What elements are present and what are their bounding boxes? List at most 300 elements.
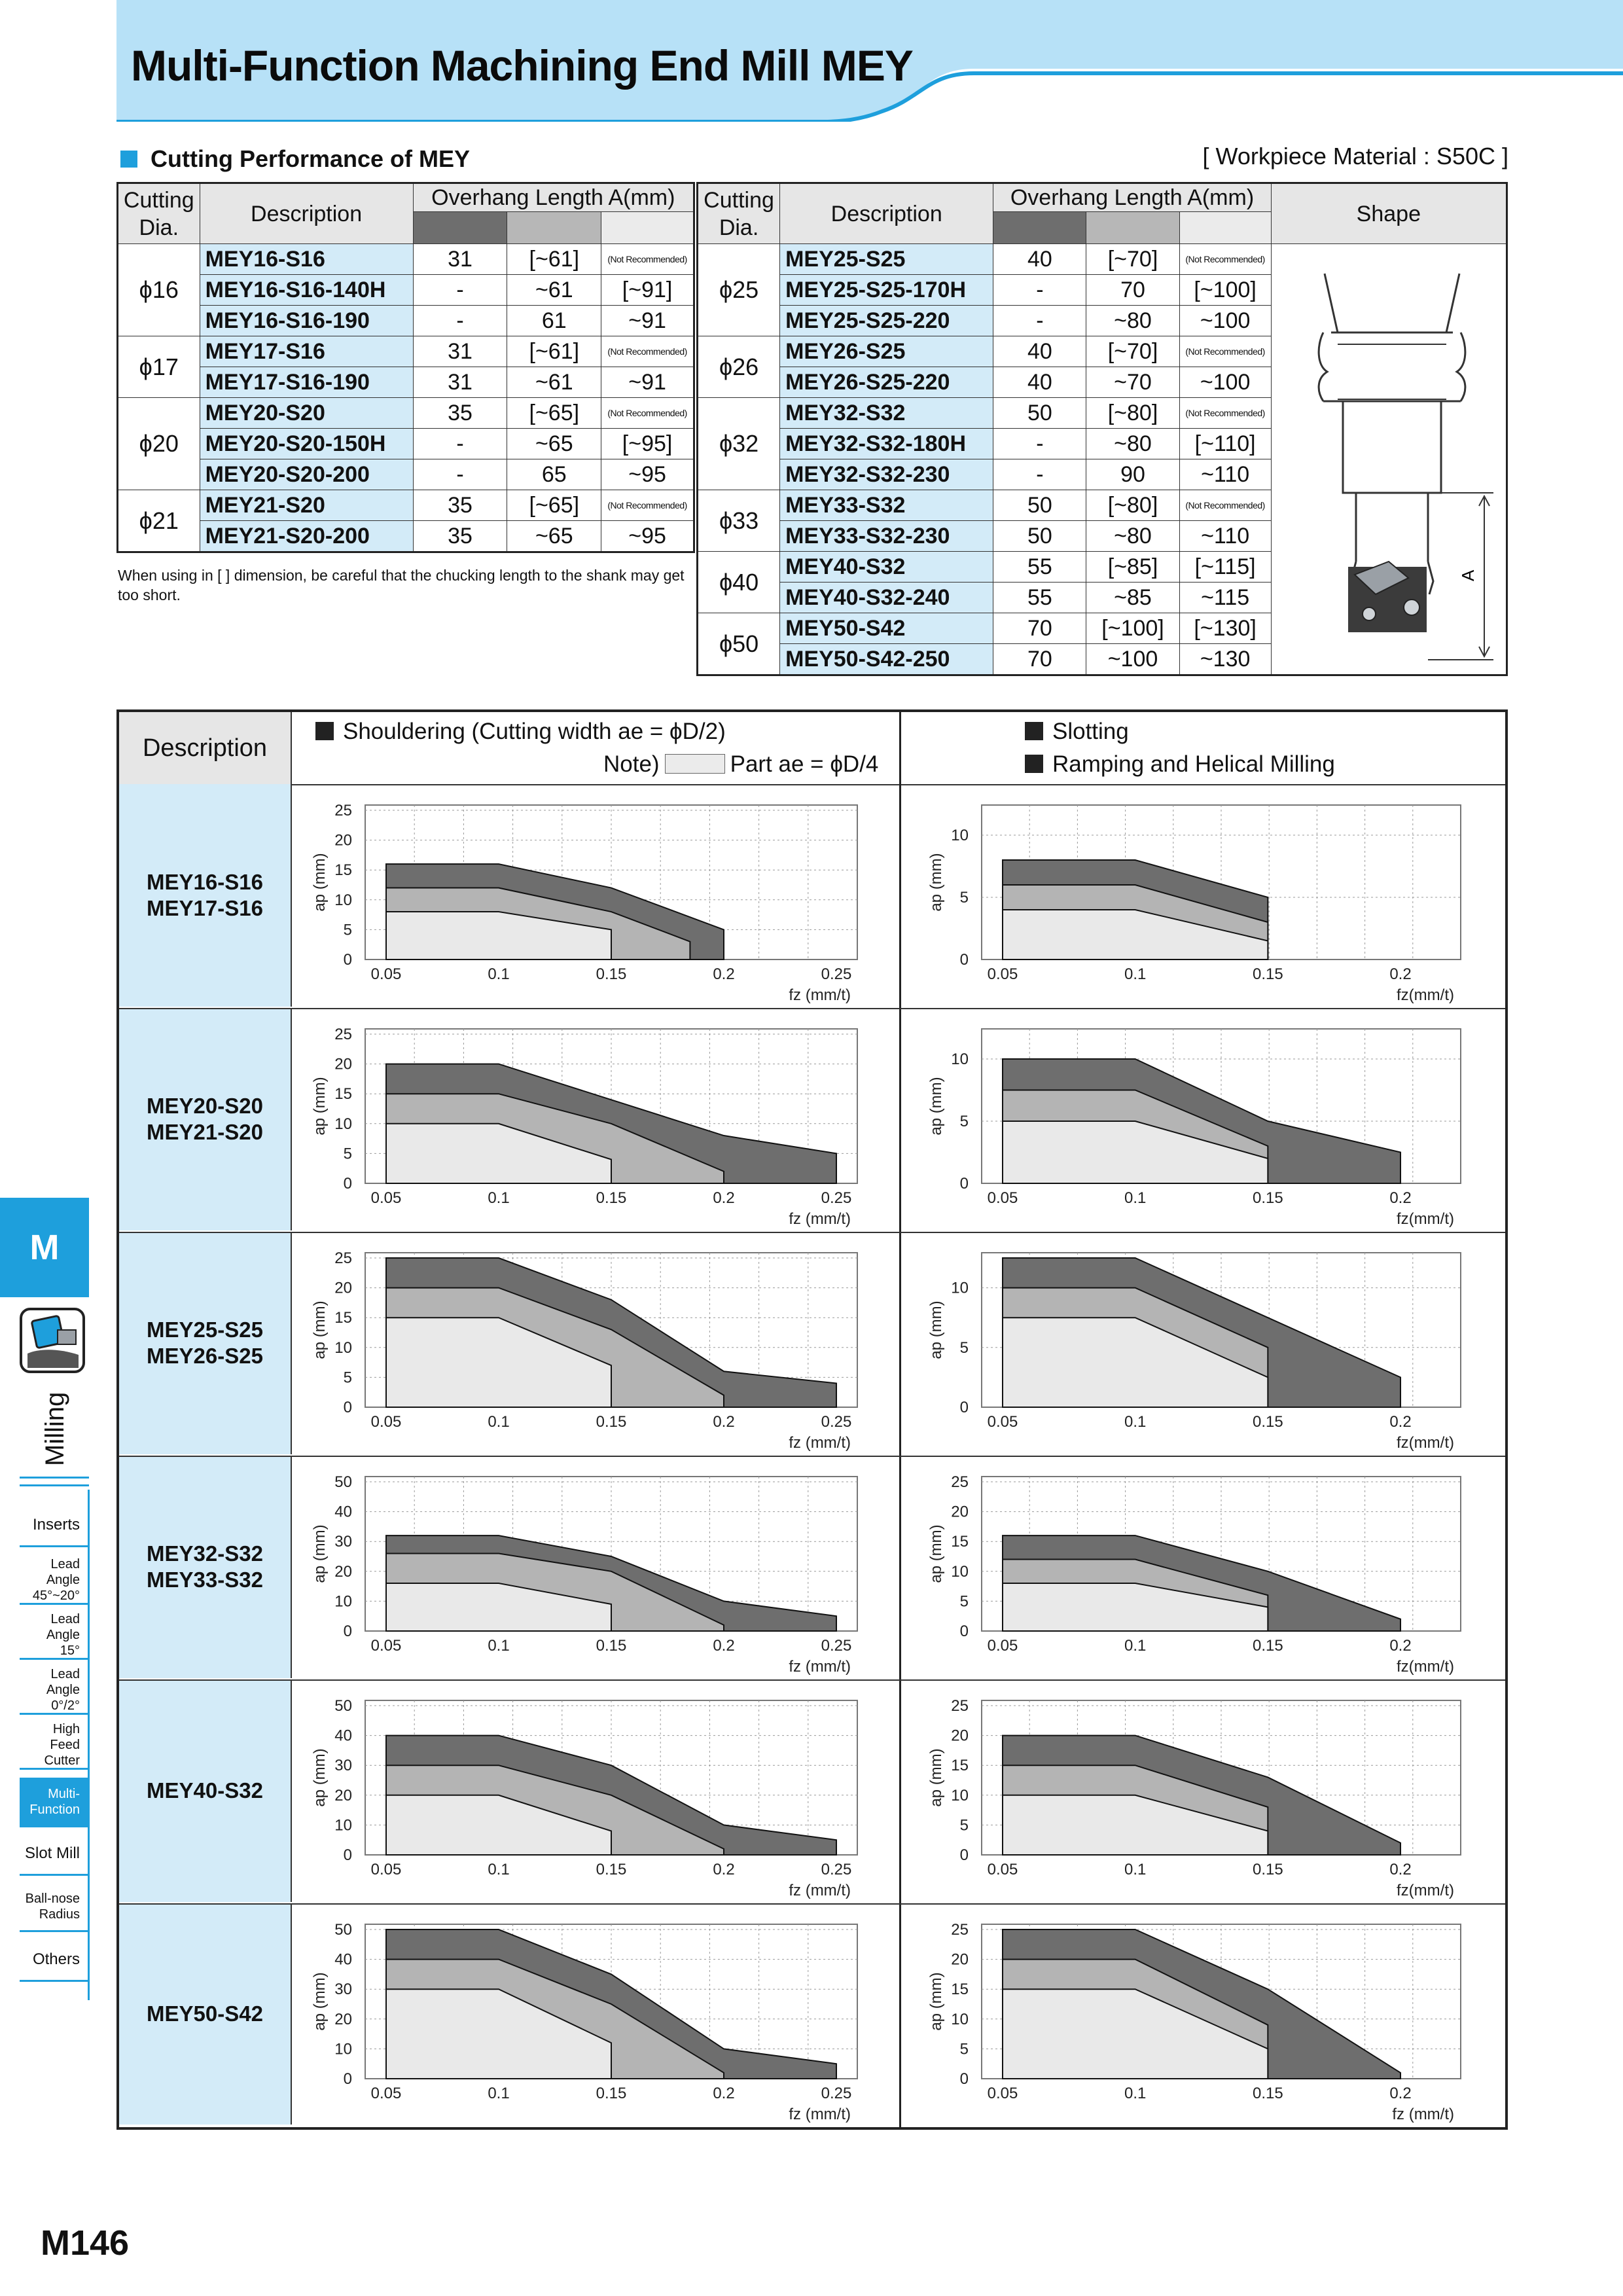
legend-note [603, 751, 878, 778]
header-cutting-dia-line2: Dia. [719, 215, 759, 240]
x-tick-label: 0.05 [987, 2085, 1018, 2102]
model-cell: MEY32-S32-180H [780, 429, 993, 459]
note-swatch-light [665, 754, 725, 774]
shape-dimension-label: A [1458, 569, 1478, 581]
overhang-value-1: 35 [413, 521, 507, 552]
y-tick-label: 20 [334, 1055, 352, 1073]
x-tick-label: 0.1 [488, 965, 510, 983]
y-axis-label: ap (mm) [927, 1524, 945, 1583]
overhang-value-3: [~95] [601, 429, 694, 459]
x-tick-label: 0.1 [1124, 1189, 1147, 1207]
chart-0-0 [293, 788, 882, 1004]
sidebar-divider [20, 1477, 89, 1479]
y-tick-label: 10 [334, 1115, 352, 1133]
row-divider [119, 1008, 1505, 1009]
perf-row-label [119, 1008, 292, 1230]
overhang-value-2: [~61] [507, 336, 601, 367]
y-tick-label: 0 [343, 951, 352, 969]
model-cell: MEY20-S20-200 [200, 459, 413, 490]
row-divider [119, 1232, 1505, 1233]
x-tick-label: 0.2 [1389, 1637, 1412, 1655]
chart-5-1 [903, 1907, 1492, 2123]
x-axis-label: fz (mm/t) [789, 2106, 851, 2123]
x-axis-label: fz (mm/t) [789, 1658, 851, 1676]
y-tick-label: 25 [334, 1026, 352, 1043]
y-axis-label: ap (mm) [311, 1972, 329, 2031]
x-tick-label: 0.15 [1252, 1861, 1283, 1878]
model-cell: MEY16-S16 [200, 244, 413, 275]
y-axis-label: ap (mm) [311, 1524, 329, 1583]
overhang-value-1: - [413, 306, 507, 336]
perf-row-model-1: MEY50-S42 [147, 2001, 263, 2026]
perf-row-label [119, 1679, 292, 1902]
model-cell: MEY20-S20 [200, 398, 413, 429]
x-tick-label: 0.25 [821, 965, 852, 983]
overhang-value-2: ~61 [507, 367, 601, 398]
model-cell: MEY25-S25-170H [780, 275, 993, 306]
overhang-value-1: - [993, 429, 1086, 459]
y-tick-label: 5 [959, 1113, 969, 1130]
x-tick-label: 0.05 [987, 1189, 1018, 1207]
y-tick-label: 40 [334, 1727, 352, 1745]
overhang-value-3: ~115 [1179, 583, 1271, 613]
x-tick-label: 0.1 [488, 2085, 510, 2102]
overhang-value-1: 50 [993, 490, 1086, 521]
chart-1-0 [293, 1012, 882, 1228]
y-tick-label: 10 [334, 2040, 352, 2058]
overhang-value-3: [~110] [1179, 429, 1271, 459]
x-axis-label: fz(mm/t) [1397, 1210, 1454, 1228]
y-tick-label: 10 [334, 1338, 352, 1357]
y-tick-label: 10 [951, 1786, 969, 1804]
model-cell: MEY33-S32 [780, 490, 993, 521]
overhang-value-3: [~130] [1179, 613, 1271, 644]
x-tick-label: 0.15 [1252, 965, 1283, 983]
legend-square-icon [1025, 755, 1043, 773]
model-cell: MEY25-S25-220 [780, 306, 993, 336]
perf-row-label [119, 1456, 292, 1678]
overhang-value-3: (Not Recommended) [601, 398, 694, 429]
x-tick-label: 0.25 [821, 1189, 852, 1207]
end-mill-shape-drawing [1277, 254, 1507, 686]
x-tick-label: 0.1 [488, 1189, 510, 1207]
legend-slotting [1025, 719, 1129, 745]
overhang-value-1: 31 [413, 244, 507, 275]
legend-ramping-text: Ramping and Helical Milling [1052, 751, 1335, 777]
perf-row-model-2: MEY21-S20 [147, 1120, 263, 1144]
y-tick-label: 0 [959, 1399, 969, 1416]
overhang-value-3: (Not Recommended) [601, 244, 694, 275]
cutting-dia-cell: ϕ33 [698, 490, 780, 552]
y-tick-label: 25 [951, 1921, 969, 1939]
overhang-value-2: ~65 [507, 429, 601, 459]
chart-5-0 [293, 1907, 882, 2123]
perf-header-slotting [901, 712, 1505, 785]
x-tick-label: 0.05 [987, 1637, 1018, 1655]
x-tick-label: 0.1 [1124, 965, 1147, 983]
legend-shouldering [315, 719, 726, 745]
sidebar-item-label: Lead Angle [46, 1556, 80, 1587]
y-tick-label: 0 [959, 1846, 969, 1864]
overhang-value-2: [~80] [1086, 398, 1179, 429]
overhang-value-1: 31 [413, 367, 507, 398]
x-tick-label: 0.15 [596, 965, 627, 983]
x-tick-label: 0.15 [1252, 1637, 1283, 1655]
overhang-value-1: 50 [993, 398, 1086, 429]
y-tick-label: 20 [334, 2010, 352, 2028]
sidebar-item-sublabel: 15° [60, 1643, 80, 1658]
sidebar-item[interactable] [20, 1666, 89, 1715]
model-cell: MEY21-S20-200 [200, 521, 413, 552]
overhang-value-2: [~100] [1086, 613, 1179, 644]
legend-ramping [1025, 751, 1335, 778]
y-tick-label: 5 [343, 921, 352, 939]
overhang-value-3: (Not Recommended) [1179, 398, 1271, 429]
y-tick-label: 50 [334, 1473, 352, 1491]
overhang-value-1: 35 [413, 398, 507, 429]
y-axis-label: ap (mm) [311, 853, 329, 912]
overhang-value-2: [~65] [507, 398, 601, 429]
overhang-shade-mid [507, 212, 601, 244]
overhang-value-2: [~65] [507, 490, 601, 521]
y-axis-label: ap (mm) [927, 1972, 945, 2031]
cutting-dia-cell: ϕ26 [698, 336, 780, 398]
y-tick-label: 10 [951, 1279, 969, 1297]
overhang-shade-light [1179, 212, 1271, 244]
model-cell: MEY16-S16-190 [200, 306, 413, 336]
y-tick-label: 10 [951, 1050, 969, 1068]
workpiece-material: [ Workpiece Material : S50C ] [1202, 143, 1508, 170]
legend-slotting-text: Slotting [1052, 719, 1129, 744]
sidebar-milling-label: Milling [41, 1391, 69, 1466]
perf-row-model-1: MEY20-S20 [147, 1094, 263, 1118]
y-tick-label: 15 [951, 1533, 969, 1551]
section-tab-m[interactable]: M [0, 1198, 89, 1297]
y-axis-label: ap (mm) [927, 1748, 945, 1807]
overhang-shade-dark [413, 212, 507, 244]
x-tick-label: 0.2 [1389, 965, 1412, 983]
header-description: Description [780, 183, 993, 244]
y-tick-label: 30 [334, 1981, 352, 1999]
y-tick-label: 0 [959, 1175, 969, 1193]
x-tick-label: 0.2 [713, 1413, 735, 1431]
sidebar-item-sublabel: Cutter [44, 1753, 80, 1768]
chart-4-0 [293, 1683, 882, 1899]
y-tick-label: 15 [334, 1309, 352, 1327]
cutting-dia-cell: ϕ32 [698, 398, 780, 490]
header-description: Description [200, 183, 413, 244]
y-tick-label: 0 [343, 1175, 352, 1193]
chart-2-1 [903, 1236, 1492, 1452]
x-axis-label: fz (mm/t) [789, 1210, 851, 1228]
sidebar-item[interactable] [20, 1504, 89, 1547]
model-cell: MEY16-S16-140H [200, 275, 413, 306]
y-tick-label: 5 [959, 889, 969, 906]
x-tick-label: 0.2 [713, 1189, 735, 1207]
x-tick-label: 0.2 [1389, 1189, 1412, 1207]
overhang-value-1: 31 [413, 336, 507, 367]
overhang-value-3: ~95 [601, 459, 694, 490]
chart-3-0 [293, 1460, 882, 1676]
overhang-value-3: ~100 [1179, 367, 1271, 398]
perf-row-label [119, 1903, 292, 2125]
y-tick-label: 10 [951, 2010, 969, 2028]
overhang-value-2: 90 [1086, 459, 1179, 490]
model-cell: MEY50-S42 [780, 613, 993, 644]
x-tick-label: 0.2 [1389, 1861, 1412, 1878]
table-note: When using in [ ] dimension, be careful that the chucking length to the shank may get too short. [118, 567, 685, 603]
perf-row-model-2: MEY33-S32 [147, 1568, 263, 1592]
model-cell: MEY32-S32-230 [780, 459, 993, 490]
y-tick-label: 10 [334, 1592, 352, 1611]
spec-table-left [116, 182, 695, 553]
x-tick-label: 0.2 [713, 2085, 735, 2102]
sidebar-item-label: High Feed [50, 1721, 80, 1752]
y-tick-label: 15 [951, 1757, 969, 1775]
sidebar-item-label: Lead Angle [46, 1611, 80, 1642]
row-divider [119, 1679, 1505, 1681]
y-tick-label: 25 [334, 802, 352, 819]
overhang-shade-dark [993, 212, 1086, 244]
model-cell: MEY17-S16-190 [200, 367, 413, 398]
sidebar-item[interactable] [20, 1833, 89, 1876]
y-axis-label: ap (mm) [311, 1077, 329, 1136]
y-tick-label: 0 [343, 1623, 352, 1640]
model-cell: MEY32-S32 [780, 398, 993, 429]
model-cell: MEY25-S25 [780, 244, 993, 275]
y-tick-label: 10 [334, 1816, 352, 1835]
overhang-value-1: 70 [993, 613, 1086, 644]
x-axis-label: fz (mm/t) [1392, 2106, 1454, 2123]
sidebar-item-sublabel: 45°~20° [32, 1588, 80, 1603]
overhang-shade-light [601, 212, 694, 244]
sidebar-item-label: Lead Angle [46, 1666, 80, 1697]
y-tick-label: 15 [951, 1981, 969, 1999]
sidebar-divider [20, 1484, 89, 1486]
perf-row-model-2: MEY17-S16 [147, 896, 263, 920]
sidebar-item[interactable] [20, 1556, 89, 1605]
overhang-value-1: - [993, 275, 1086, 306]
cutting-dia-cell: ϕ25 [698, 244, 780, 336]
perf-row-model-1: MEY25-S25 [147, 1318, 263, 1342]
x-tick-label: 0.1 [488, 1861, 510, 1878]
x-tick-label: 0.1 [1124, 1413, 1147, 1431]
y-tick-label: 20 [334, 1786, 352, 1804]
x-axis-label: fz(mm/t) [1397, 1882, 1454, 1899]
legend-shouldering-text: Shouldering (Cutting width ae = ϕD/2) [343, 719, 726, 744]
model-cell: MEY21-S20 [200, 490, 413, 521]
x-tick-label: 0.05 [370, 2085, 402, 2102]
x-tick-label: 0.1 [1124, 1861, 1147, 1878]
model-cell: MEY40-S32 [780, 552, 993, 583]
overhang-value-2: [~70] [1086, 336, 1179, 367]
perf-row-label [119, 1232, 292, 1454]
overhang-shade-mid [1086, 212, 1179, 244]
header-cutting-dia-line2: Dia. [139, 215, 179, 240]
overhang-value-3: (Not Recommended) [1179, 244, 1271, 275]
header-cutting-dia [698, 183, 780, 244]
overhang-value-2: ~80 [1086, 429, 1179, 459]
legend-note-prefix: Note) [603, 751, 660, 777]
x-axis-label: fz(mm/t) [1397, 1658, 1454, 1676]
overhang-value-3: ~100 [1179, 306, 1271, 336]
header-shape: Shape [1271, 183, 1507, 244]
header-cutting-dia [118, 183, 200, 244]
spec-row [118, 398, 694, 429]
y-axis-label: ap (mm) [927, 1077, 945, 1136]
overhang-value-1: 35 [413, 490, 507, 521]
y-tick-label: 20 [951, 1950, 969, 1969]
y-axis-label: ap (mm) [311, 1300, 329, 1359]
sidebar-item[interactable] [20, 1939, 89, 1982]
x-tick-label: 0.05 [370, 1413, 402, 1431]
overhang-value-2: ~80 [1086, 521, 1179, 552]
row-divider [119, 1456, 1505, 1457]
overhang-value-2: [~70] [1086, 244, 1179, 275]
model-cell: MEY17-S16 [200, 336, 413, 367]
legend-square-icon [1025, 722, 1043, 740]
cutting-dia-cell: ϕ20 [118, 398, 200, 490]
spec-row [118, 336, 694, 367]
sidebar-item[interactable] [20, 1721, 89, 1770]
legend-note-suffix: Part ae = ϕD/4 [730, 751, 879, 777]
overhang-value-3: (Not Recommended) [1179, 336, 1271, 367]
x-tick-label: 0.05 [370, 1861, 402, 1878]
y-tick-label: 25 [334, 1249, 352, 1267]
cutting-dia-cell: ϕ17 [118, 336, 200, 398]
x-tick-label: 0.05 [987, 1413, 1018, 1431]
perf-row-model-1: MEY40-S32 [147, 1778, 263, 1803]
y-tick-label: 25 [951, 1473, 969, 1491]
overhang-value-2: ~65 [507, 521, 601, 552]
perf-row-model-1: MEY16-S16 [147, 870, 263, 894]
sidebar-item-label: Ball-nose [25, 1891, 80, 1906]
overhang-value-1: - [413, 429, 507, 459]
header-overhang: Overhang Length A(mm) [413, 183, 694, 212]
overhang-value-2: ~61 [507, 275, 601, 306]
spec-row [118, 275, 694, 306]
y-tick-label: 10 [951, 827, 969, 844]
x-tick-label: 0.25 [821, 2085, 852, 2102]
y-tick-label: 0 [343, 2070, 352, 2088]
overhang-value-2: ~85 [1086, 583, 1179, 613]
sidebar-item[interactable] [20, 1882, 89, 1932]
spec-row [118, 244, 694, 275]
overhang-value-1: - [413, 459, 507, 490]
overhang-value-3: ~91 [601, 367, 694, 398]
x-tick-label: 0.1 [488, 1637, 510, 1655]
x-tick-label: 0.15 [596, 1861, 627, 1878]
cutting-dia-cell: ϕ21 [118, 490, 200, 552]
sidebar-item[interactable] [20, 1778, 89, 1827]
overhang-value-3: [~115] [1179, 552, 1271, 583]
sidebar-item[interactable] [20, 1611, 89, 1660]
section-title: Cutting Performance of MEY [151, 145, 471, 172]
x-tick-label: 0.2 [713, 1637, 735, 1655]
y-axis-label: ap (mm) [311, 1748, 329, 1807]
overhang-value-3: (Not Recommended) [601, 490, 694, 521]
overhang-value-2: ~100 [1086, 644, 1179, 675]
overhang-value-2: [~85] [1086, 552, 1179, 583]
x-tick-label: 0.2 [1389, 1413, 1412, 1431]
x-axis-label: fz(mm/t) [1397, 1434, 1454, 1452]
x-tick-label: 0.05 [987, 1861, 1018, 1878]
sidebar-item-sublabel: Radius [39, 1907, 80, 1922]
y-tick-label: 5 [343, 1145, 352, 1163]
x-tick-label: 0.05 [370, 1189, 402, 1207]
x-tick-label: 0.15 [596, 1189, 627, 1207]
sidebar-item-label: Others [32, 1950, 80, 1968]
overhang-value-2: 65 [507, 459, 601, 490]
page-title: Multi-Function Machining End Mill MEY [131, 41, 913, 90]
spec-row [118, 367, 694, 398]
x-tick-label: 0.05 [370, 965, 402, 983]
y-tick-label: 5 [959, 1338, 969, 1357]
x-tick-label: 0.2 [713, 965, 735, 983]
y-tick-label: 40 [334, 1950, 352, 1969]
overhang-value-3: ~91 [601, 306, 694, 336]
y-tick-label: 5 [959, 1592, 969, 1611]
overhang-value-3: [~91] [601, 275, 694, 306]
overhang-value-1: 55 [993, 583, 1086, 613]
x-tick-label: 0.25 [821, 1413, 852, 1431]
y-tick-label: 30 [334, 1533, 352, 1551]
x-tick-label: 0.15 [1252, 1189, 1283, 1207]
overhang-value-1: - [993, 459, 1086, 490]
model-cell: MEY20-S20-150H [200, 429, 413, 459]
sidebar-item-sublabel: Function [29, 1802, 80, 1817]
overhang-value-2: 61 [507, 306, 601, 336]
overhang-value-1: 55 [993, 552, 1086, 583]
sidebar-item-label: Inserts [32, 1515, 80, 1534]
sidebar-item-label: Slot Mill [24, 1844, 80, 1862]
model-cell: MEY26-S25 [780, 336, 993, 367]
y-tick-label: 10 [334, 891, 352, 909]
overhang-value-3: (Not Recommended) [1179, 490, 1271, 521]
perf-row-model-1: MEY32-S32 [147, 1541, 263, 1566]
y-tick-label: 15 [334, 1085, 352, 1103]
y-tick-label: 20 [951, 1727, 969, 1745]
header-overhang: Overhang Length A(mm) [993, 183, 1271, 212]
chart-3-1 [903, 1460, 1492, 1676]
y-tick-label: 50 [334, 1697, 352, 1715]
x-tick-label: 0.15 [596, 1413, 627, 1431]
overhang-value-2: ~80 [1086, 306, 1179, 336]
x-axis-label: fz (mm/t) [789, 1882, 851, 1899]
model-cell: MEY50-S42-250 [780, 644, 993, 675]
overhang-value-2: 70 [1086, 275, 1179, 306]
page-number: M146 [41, 2223, 130, 2263]
overhang-value-2: ~70 [1086, 367, 1179, 398]
spec-row [118, 521, 694, 552]
y-tick-label: 25 [951, 1697, 969, 1715]
y-axis-label: ap (mm) [927, 853, 945, 912]
model-cell: MEY26-S25-220 [780, 367, 993, 398]
x-tick-label: 0.15 [1252, 2085, 1283, 2102]
x-tick-label: 0.05 [987, 965, 1018, 983]
model-cell: MEY40-S32-240 [780, 583, 993, 613]
header-cutting-dia-line1: Cutting [704, 187, 774, 213]
overhang-value-1: 40 [993, 244, 1086, 275]
perf-header-description: Description [119, 712, 292, 785]
spec-row [118, 306, 694, 336]
perf-header-shouldering [292, 712, 901, 785]
overhang-value-1: 70 [993, 644, 1086, 675]
spec-row [118, 490, 694, 521]
x-axis-label: fz(mm/t) [1397, 986, 1454, 1004]
y-tick-label: 50 [334, 1921, 352, 1939]
y-tick-label: 0 [343, 1399, 352, 1416]
